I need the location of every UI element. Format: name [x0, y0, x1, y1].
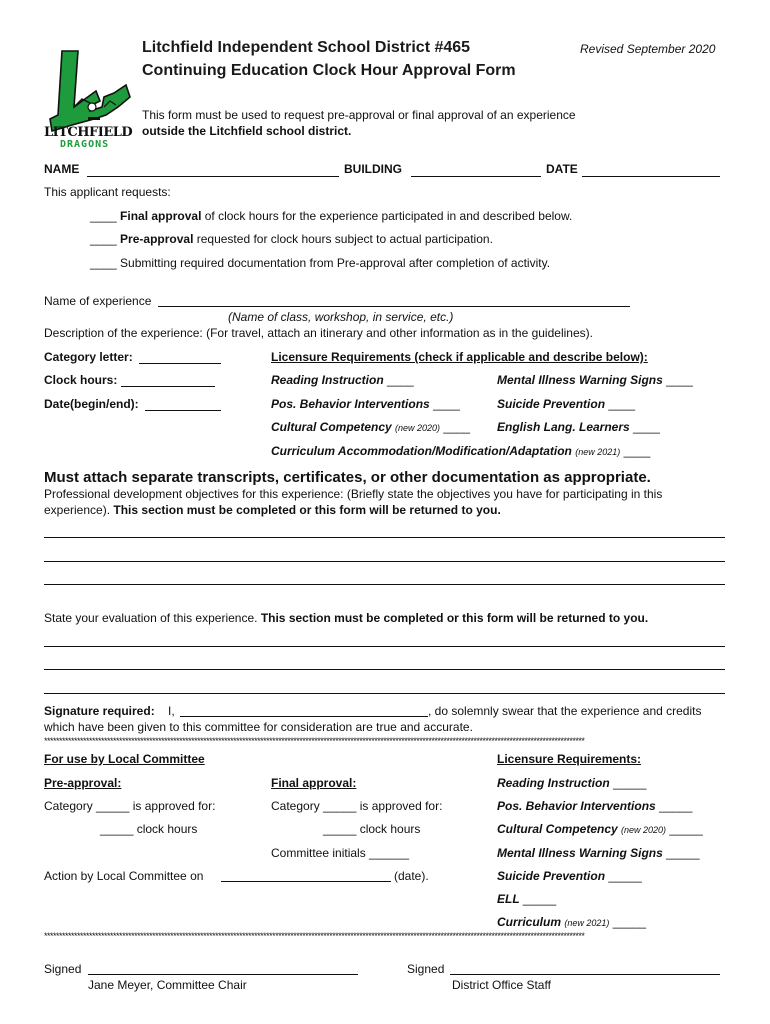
lic-label: Pos. Behavior Interventions — [271, 397, 430, 411]
evaluation-line-3[interactable] — [44, 693, 725, 694]
lic-label: Suicide Prevention — [497, 869, 606, 883]
evaluation-required-note: This section must be completed or this form will be returned to you. — [260, 611, 649, 625]
category-letter-label: Category letter: — [44, 350, 133, 364]
category-final[interactable]: Category _____ is approved for: — [271, 799, 443, 813]
committee-lic-suicide[interactable] — [497, 869, 642, 883]
evaluation-label: State your evaluation of this experience. — [44, 611, 258, 625]
logo-text-bottom: DRAGONS — [60, 139, 110, 150]
objectives-text-tail: experience). — [44, 503, 111, 517]
lic-label: Mental Illness Warning Signs — [497, 846, 663, 860]
name-label: NAME — [44, 162, 80, 176]
attach-heading: Must attach separate transcripts, certificates, or other documentation as appropriate. — [44, 469, 651, 486]
separator-stars-bottom: ************************************************************************************************************************************************************************************ — [44, 931, 585, 941]
building-label: BUILDING — [344, 162, 402, 176]
staff-name: District Office Staff — [452, 978, 551, 992]
objectives-line-1[interactable] — [44, 537, 725, 538]
lic-blank[interactable]: ____ — [633, 420, 660, 434]
lic-label: Cultural Competency — [497, 822, 618, 836]
lic-blank[interactable]: ____ — [608, 397, 636, 411]
lic-blank[interactable]: _____ — [608, 869, 642, 883]
chair-name: Jane Meyer, Committee Chair — [88, 978, 247, 992]
evaluation-text — [44, 611, 648, 625]
lic-label: Pos. Behavior Interventions — [497, 799, 656, 813]
option-text: of clock hours for the experience participated in and described below. — [201, 209, 573, 223]
lic-blank[interactable]: ____ — [666, 373, 693, 387]
lic-label: English Lang. Learners — [497, 420, 630, 434]
lic-blank[interactable]: ____ — [623, 444, 651, 458]
action-date-field[interactable] — [221, 881, 391, 882]
clock-hours-pre[interactable]: _____ clock hours — [100, 822, 198, 836]
committee-lic-pos-behavior[interactable] — [497, 799, 692, 813]
experience-name-hint: (Name of class, workshop, in service, etc.) — [228, 310, 454, 324]
lic-blank[interactable]: ____ — [387, 373, 414, 387]
separator-stars-top: ************************************************************************************************************************************************************************************ — [44, 736, 585, 746]
category-pre[interactable]: Category _____ is approved for: — [44, 799, 216, 813]
committee-lic-ell[interactable] — [497, 892, 556, 906]
action-suffix: (date). — [394, 869, 429, 883]
committee-initials[interactable]: Committee initials ______ — [271, 846, 410, 860]
lic-blank[interactable]: _____ — [666, 846, 700, 860]
option-blank[interactable]: ____ — [90, 256, 117, 270]
logo-text-top: LITCHFIELD — [44, 125, 133, 140]
staff-signed-label: Signed — [407, 962, 445, 976]
intro-line2: outside the Litchfield school district. — [142, 124, 352, 138]
description-label: Description of the experience: (For travel, attach an itinerary and other information as in the guidelines). — [44, 326, 593, 340]
lic-note: (new 2020) — [621, 825, 667, 835]
option-blank[interactable]: ____ — [90, 209, 117, 223]
signature-prefix: I, — [168, 704, 175, 718]
committee-lic-reading[interactable] — [497, 776, 646, 790]
signature-label: Signature required: — [44, 704, 155, 718]
lic-label: ELL — [497, 892, 520, 906]
lic-curriculum[interactable] — [271, 444, 650, 458]
clock-hours-final[interactable]: _____ clock hours — [323, 822, 421, 836]
licensure-header: Licensure Requirements (check if applicable and describe below): — [271, 350, 648, 364]
lic-blank[interactable]: _____ — [613, 776, 647, 790]
option-bold: Final approval — [120, 209, 202, 223]
lic-label: Mental Illness Warning Signs — [497, 373, 663, 387]
objectives-text2 — [44, 503, 501, 517]
committee-header: For use by Local Committee — [44, 752, 205, 766]
clock-hours-field[interactable] — [121, 386, 215, 387]
lic-mental-illness[interactable] — [497, 373, 693, 387]
lic-label: Cultural Competency — [271, 420, 392, 434]
lic-blank[interactable]: ____ — [443, 420, 471, 434]
lic-note: (new 2021) — [575, 447, 621, 457]
chair-signed-label: Signed — [44, 962, 82, 976]
date-field[interactable] — [582, 176, 720, 177]
lic-note: (new 2021) — [564, 918, 610, 928]
date-range-label: Date(begin/end): — [44, 397, 139, 411]
staff-signature-field[interactable] — [450, 974, 720, 975]
signature-text2: which have been given to this committee for consideration are true and accurate. — [44, 720, 473, 734]
experience-name-label: Name of experience — [44, 294, 152, 308]
lic-suicide[interactable] — [497, 397, 635, 411]
option-final-approval[interactable] — [90, 209, 572, 223]
lic-label: Curriculum — [497, 915, 562, 929]
date-range-field[interactable] — [145, 410, 221, 411]
objectives-line-3[interactable] — [44, 584, 725, 585]
action-label: Action by Local Committee on — [44, 869, 204, 883]
option-text: requested for clock hours subject to actual participation. — [193, 232, 493, 246]
objectives-required-note: This section must be completed or this form will be returned to you. — [113, 503, 501, 517]
experience-name-field[interactable] — [158, 306, 630, 307]
option-submit-docs[interactable] — [90, 256, 550, 270]
option-bold: Pre-approval — [120, 232, 194, 246]
final-approval-label: Final approval: — [271, 776, 357, 790]
chair-signature-field[interactable] — [88, 974, 358, 975]
evaluation-line-2[interactable] — [44, 669, 725, 670]
lic-label: Reading Instruction — [497, 776, 610, 790]
lic-blank[interactable]: _____ — [522, 892, 557, 906]
lic-label: Suicide Prevention — [497, 397, 606, 411]
name-field[interactable] — [87, 176, 339, 177]
option-text: Submitting required documentation from Pre-approval after completion of activity. — [120, 256, 551, 270]
committee-lic-cultural[interactable] — [497, 822, 703, 836]
lic-note: (new 2020) — [395, 423, 441, 433]
signature-name-field[interactable] — [180, 716, 428, 717]
evaluation-line-1[interactable] — [44, 646, 725, 647]
option-pre-approval[interactable] — [90, 232, 493, 246]
option-blank[interactable]: ____ — [90, 232, 117, 246]
building-field[interactable] — [411, 176, 541, 177]
lic-reading[interactable] — [271, 373, 414, 387]
date-label: DATE — [546, 162, 578, 176]
lic-blank[interactable]: _____ — [612, 915, 647, 929]
committee-lic-mental-illness[interactable] — [497, 846, 700, 860]
lic-ell[interactable] — [497, 420, 660, 434]
revised-date: Revised September 2020 — [580, 42, 716, 56]
clock-hours-label: Clock hours: — [44, 373, 118, 387]
signature-text1: , do solemnly swear that the experience and credits — [428, 704, 702, 718]
lic-cultural[interactable] — [271, 420, 470, 434]
lic-label: Reading Instruction — [271, 373, 384, 387]
objectives-text: Professional development objectives for this experience: (Briefly state the objectives you have for participating in this — [44, 487, 663, 501]
lic-blank[interactable]: ____ — [433, 397, 460, 411]
lic-blank[interactable]: _____ — [659, 799, 693, 813]
form-title-line1: Litchfield Independent School District #465 — [142, 39, 471, 56]
committee-licensure-header: Licensure Requirements: — [497, 752, 642, 766]
pre-approval-label: Pre-approval: — [44, 776, 122, 790]
requests-label: This applicant requests: — [44, 185, 171, 199]
lic-blank[interactable]: _____ — [669, 822, 703, 836]
intro-line1: This form must be used to request pre-approval or final approval of an experience — [142, 108, 576, 122]
category-letter-field[interactable] — [139, 363, 221, 364]
lic-pos-behavior[interactable] — [271, 397, 460, 411]
lic-label: Curriculum Accommodation/Modification/Adaptation — [271, 444, 572, 458]
committee-lic-curriculum[interactable] — [497, 915, 646, 929]
district-logo — [44, 45, 134, 153]
form-title-line2: Continuing Education Clock Hour Approval Form — [142, 62, 516, 79]
objectives-line-2[interactable] — [44, 561, 725, 562]
